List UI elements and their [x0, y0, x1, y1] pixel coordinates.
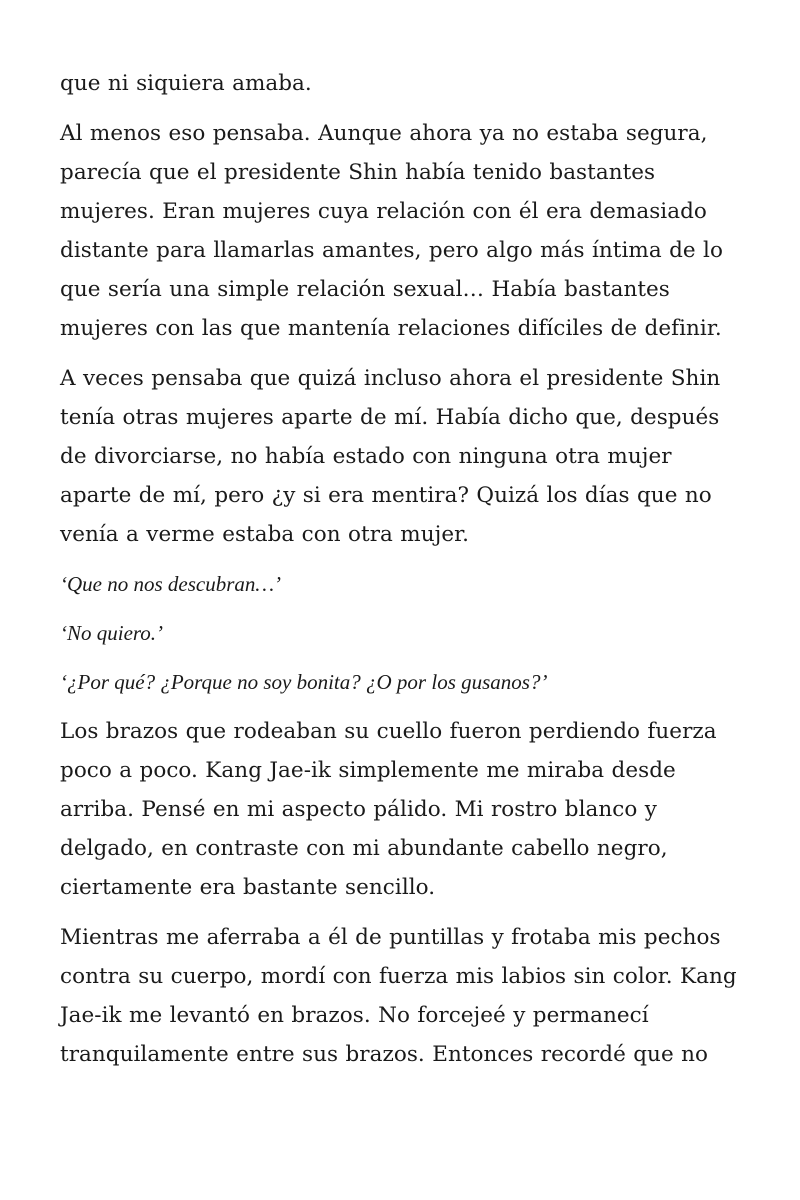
dialogue-quote: ‘Que no nos descubran…’ — [60, 572, 282, 596]
paragraph: que ni siquiera amaba. — [60, 71, 312, 96]
paragraph: Los brazos que rodeaban su cuello fueron perdiendo fuerza poco a poco. Kang Jae-ik simplemente me miraba desde arriba. Pensé en mi aspecto pálido. Mi rostro blanco y delgado, en contraste con mi abundante cabello negro, ciertamente era bastante sencillo. — [60, 719, 717, 900]
paragraph: Al menos eso pensaba. Aunque ahora ya no estaba segura, parecía que el presidente Shin había tenido bastantes mujeres. Eran mujeres cuya relación con él era demasiado distante para llamarlas amantes, pero algo más íntima de lo que sería una simple relación sexual… Había bastantes mujeres con las que mantenía relaciones difíciles de definir. — [60, 121, 723, 341]
document-page — [60, 64, 750, 1085]
paragraph: Mientras me aferraba a él de puntillas y frotaba mis pechos contra su cuerpo, mordí con fuerza mis labios sin color. Kang Jae-ik me levantó en brazos. No forcejeé y permanecí tranquilamente entre sus brazos. Entonces recordé que no — [60, 925, 737, 1067]
dialogue-quote: ‘¿Por qué? ¿Porque no soy bonita? ¿O por los gusanos?’ — [60, 670, 548, 694]
dialogue-quote: ‘No quiero.’ — [60, 621, 164, 645]
paragraph: A veces pensaba que quizá incluso ahora el presidente Shin tenía otras mujeres aparte de mí. Había dicho que, después de divorciarse, no había estado con ninguna otra mujer aparte de mí, pero ¿y si era mentira? Quizá los días que no venía a verme estaba con otra mujer. — [60, 366, 721, 547]
